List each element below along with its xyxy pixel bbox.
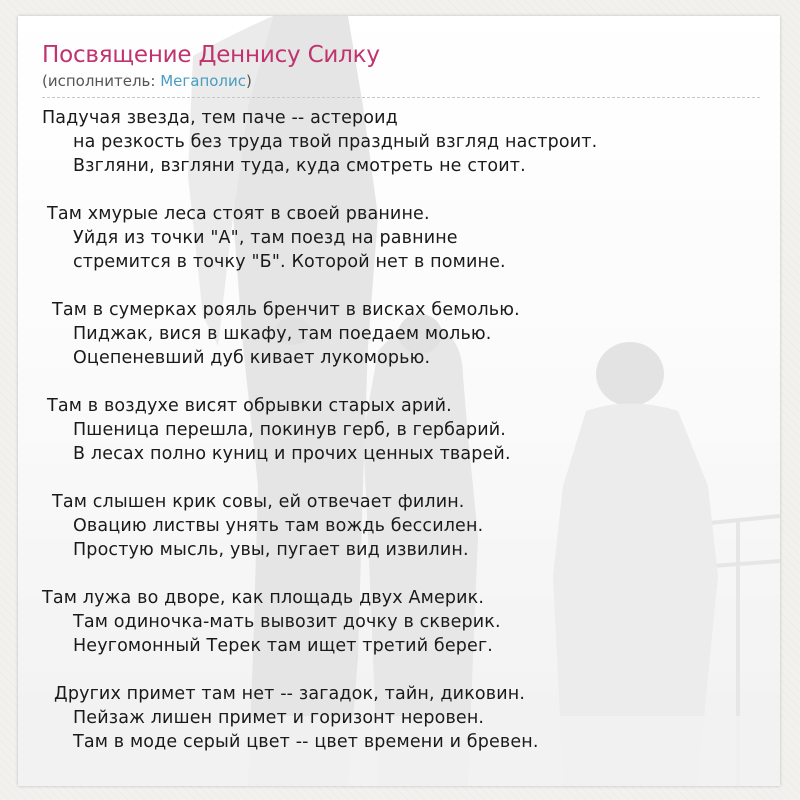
performer-prefix: (исполнитель: [42,72,161,90]
lyric-line: Там хмурые леса стоят в своей рванине. [47,204,430,224]
lyric-line: Взгляни, взгляни туда, куда смотреть не стоит. [73,156,526,176]
song-title: Посвящение Деннису Силку [42,42,380,68]
lyric-line: Пейзаж лишен примет и горизонт неровен. [73,708,485,728]
lyric-line: Там лужа во дворе, как площадь двух Америк. [42,588,485,608]
lyric-line: Там слышен крик совы, ей отвечает филин. [52,492,465,512]
lyrics-content [42,40,760,778]
lyric-line: Других примет там нет -- загадок, тайн, диковин. [54,684,526,704]
performer-suffix: ) [246,72,252,90]
lyric-line: Там одиночка-мать вывозит дочку в скверик. [73,612,501,632]
stanza-2 [42,202,760,274]
lyric-line: Там в сумерках рояль бренчит в висках бемолью. [52,300,520,320]
lyric-line: Оцепеневший дуб кивает лукоморью. [73,348,431,368]
stanza-4 [42,394,760,466]
stanza-1 [42,106,760,178]
lyric-line: на резкость без труда твой праздный взгляд настроит. [73,132,598,152]
lyric-line: Падучая звезда, тем паче -- астероид [42,108,398,128]
lyric-line: В лесах полно куниц и прочих ценных тварей. [73,444,511,464]
stanza-3 [42,298,760,370]
lyric-line: Пшеница перешла, покинув герб, в гербарий. [73,420,507,440]
stanza-5 [42,490,760,562]
lyric-line: Неугомонный Терек там ищет третий берег. [73,636,494,656]
stanza-6 [42,586,760,658]
lyric-line: Уйдя из точки "А", там поезд на равнине [73,228,458,248]
stanza-7 [42,682,760,754]
song-performer [42,71,760,91]
lyric-line: стремится в точку "Б". Которой нет в помине. [73,252,506,272]
lyric-line: Там в моде серый цвет -- цвет времени и бревен. [73,732,539,752]
lyric-line: Там в воздухе висят обрывки старых арий. [47,396,452,416]
lyric-line: Простую мысль, увы, пугает вид извилин. [73,540,469,560]
title-divider [42,97,760,98]
artist-link[interactable]: Мегаполис [160,72,247,90]
lyric-line: Пиджак, вися в шкафу, там поедаем молью. [73,324,492,344]
lyrics-body [42,106,760,754]
lyric-line: Овацию листвы унять там вождь бессилен. [73,516,484,536]
lyrics-card [18,16,780,786]
